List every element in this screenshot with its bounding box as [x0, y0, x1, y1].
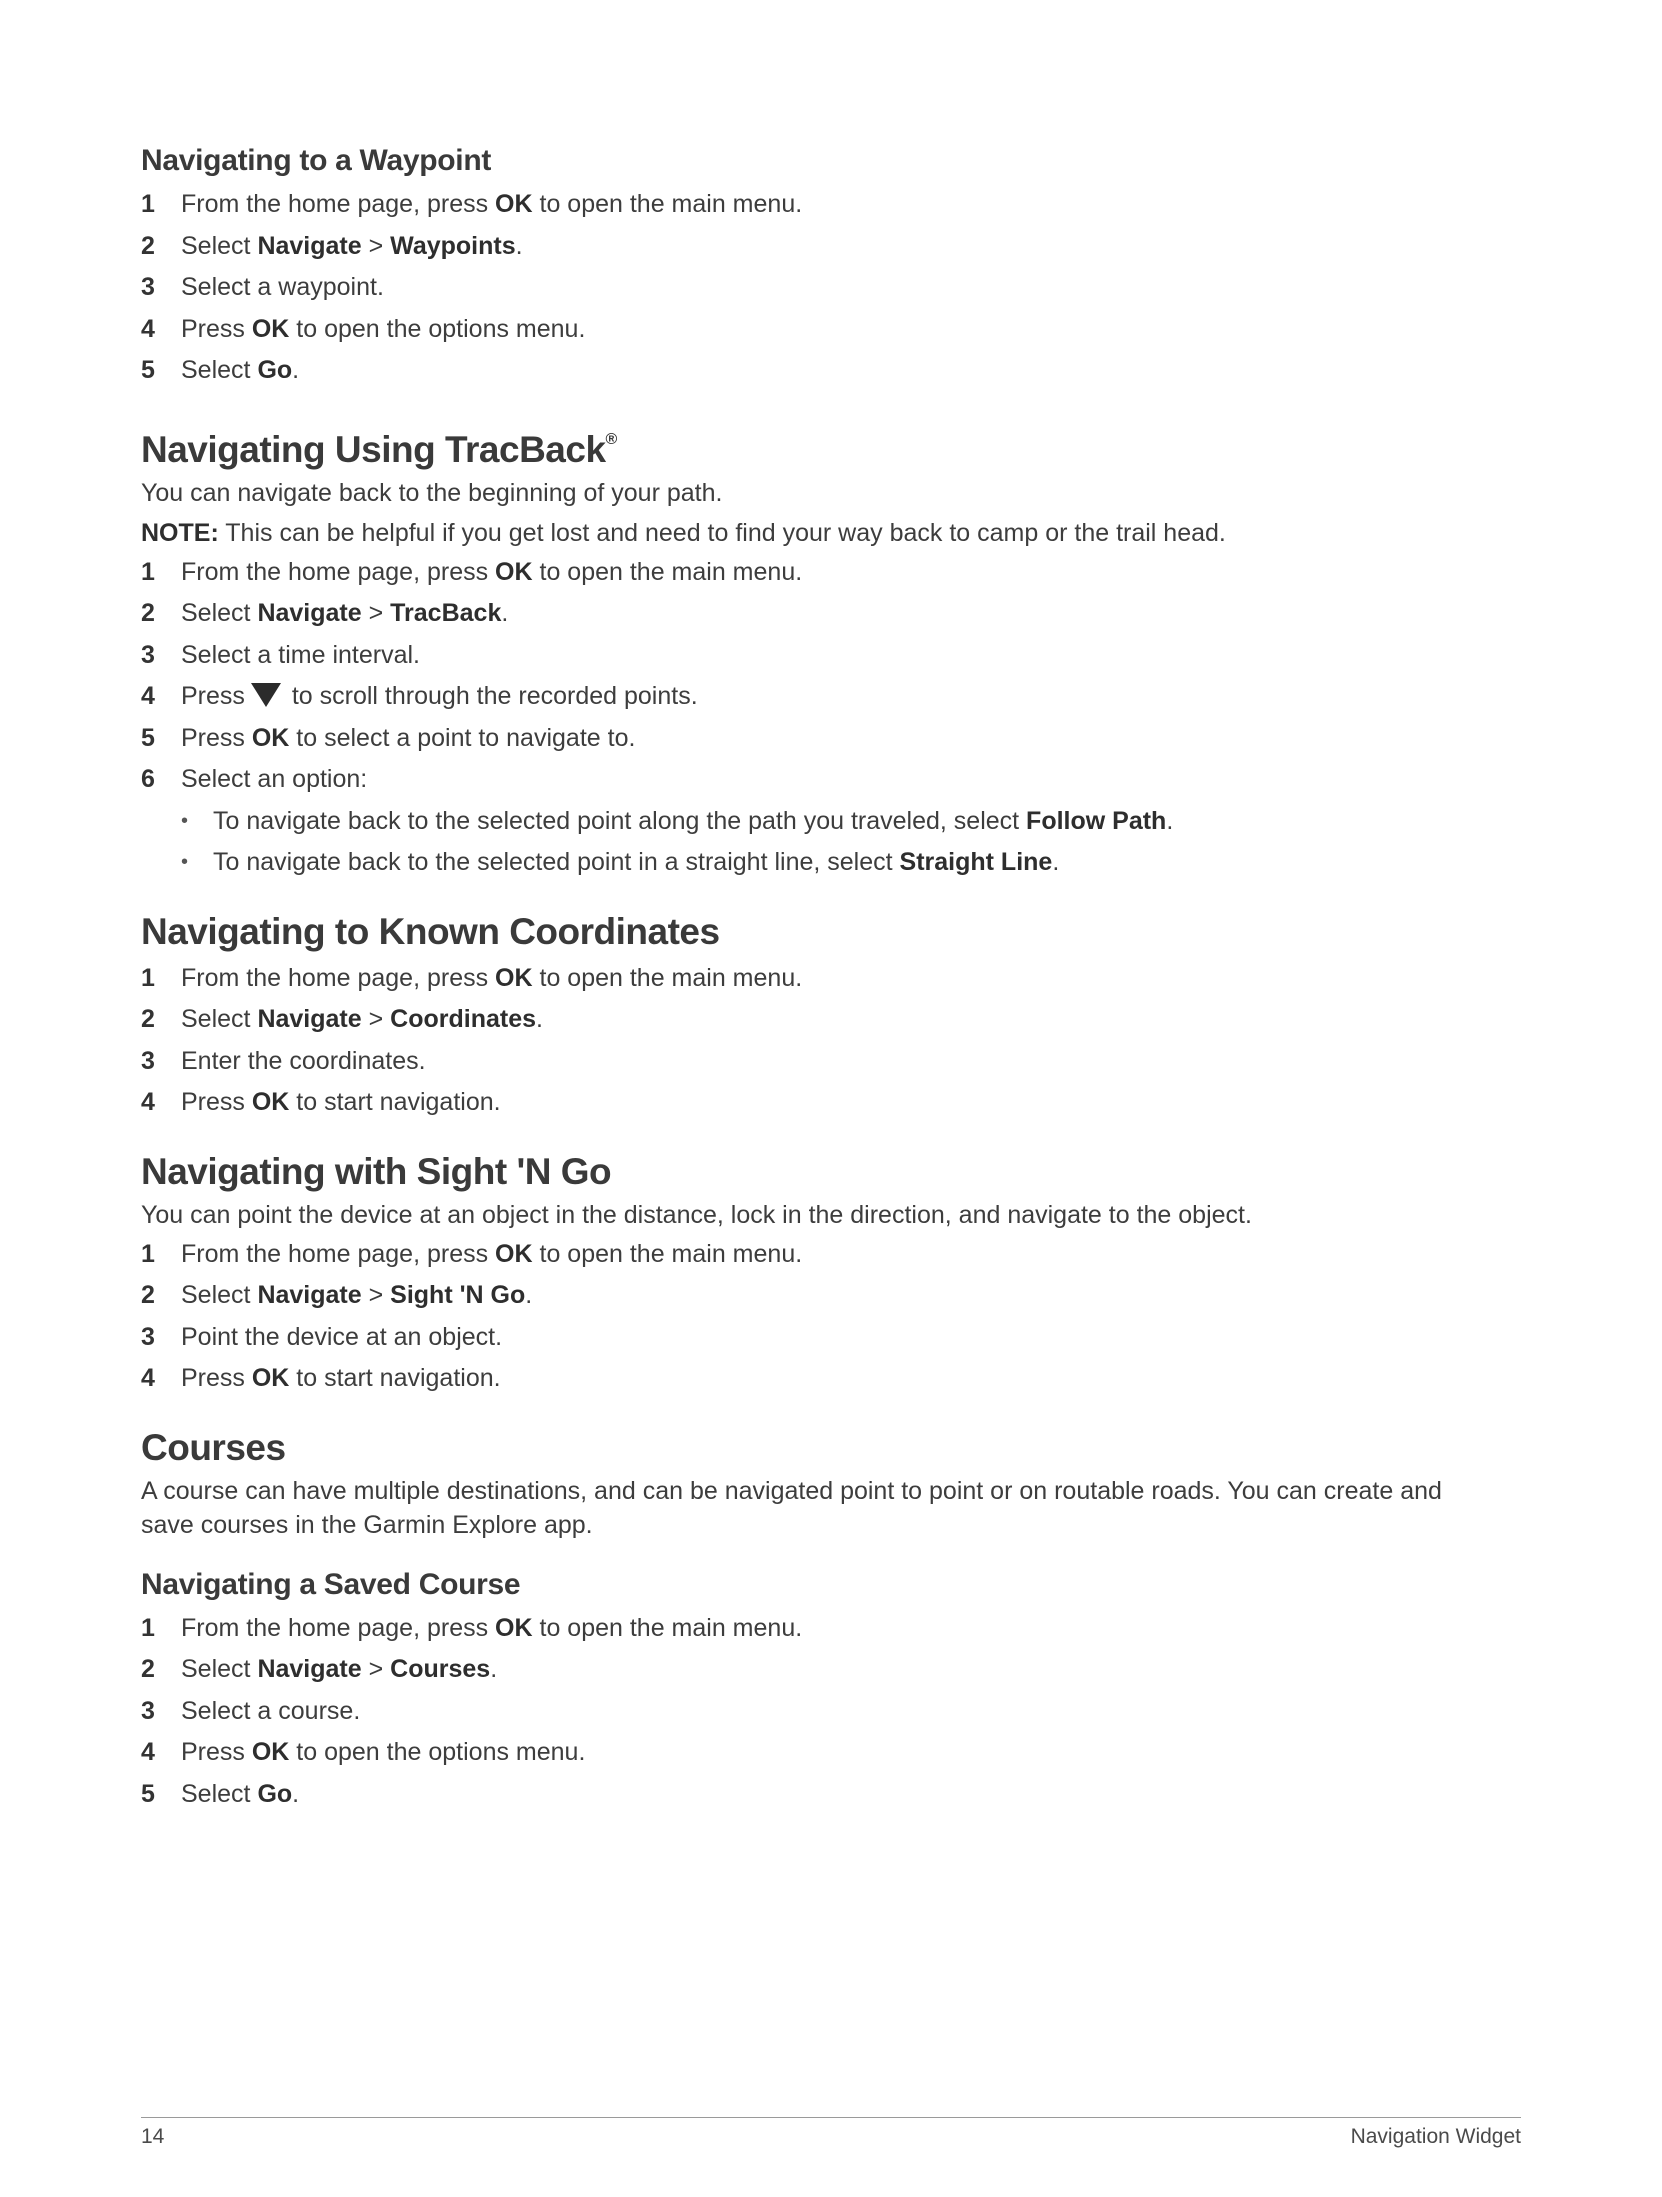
steps-list	[141, 184, 1521, 392]
note-label: NOTE:	[141, 518, 219, 547]
step-text: >	[361, 1281, 391, 1309]
step-text: to select a point to navigate to.	[289, 723, 636, 752]
menu-term: Waypoints	[390, 231, 516, 260]
step-text: Press	[181, 1364, 252, 1392]
menu-term: Navigate	[257, 1281, 362, 1309]
footer-divider	[141, 2117, 1521, 2118]
step-number: 3	[141, 1322, 155, 1351]
menu-term: Go	[257, 1779, 293, 1808]
step-number: 2	[141, 1281, 155, 1309]
step-number: 2	[141, 1005, 155, 1033]
step-text: From the home page, press	[181, 1239, 496, 1268]
option-term: Follow Path	[1026, 806, 1167, 835]
section-coordinates	[141, 906, 1521, 1124]
menu-term: OK	[495, 190, 533, 218]
step-item	[141, 1732, 1521, 1774]
step-text: to open the main menu.	[532, 1239, 803, 1268]
step-text: Select	[181, 1281, 258, 1309]
section-heading: Navigating with Sight 'N Go	[141, 1150, 612, 1192]
step-number: 2	[141, 231, 155, 260]
step-item	[141, 1275, 1521, 1317]
option-term: Straight Line	[899, 848, 1053, 876]
footer-section-name: Navigation Widget	[1350, 2125, 1521, 2148]
step-text: to open the options menu.	[289, 314, 586, 343]
step-number: 1	[141, 557, 155, 586]
step-item	[141, 184, 1521, 226]
menu-term: OK	[251, 1364, 290, 1392]
step-number: 5	[141, 723, 155, 752]
step-item	[141, 676, 1521, 718]
step-number: 6	[141, 765, 155, 793]
step-item	[141, 1041, 1521, 1083]
menu-term: Navigate	[257, 231, 362, 260]
step-text: to open the main menu.	[532, 1613, 803, 1642]
menu-term: Navigate	[257, 599, 362, 627]
step-text: Press	[181, 682, 245, 710]
menu-term: OK	[495, 963, 533, 992]
step-text: >	[361, 231, 391, 260]
option-text: .	[1052, 848, 1060, 876]
section-courses	[141, 1422, 1521, 1542]
step-item	[141, 759, 1521, 801]
menu-term: OK	[495, 1613, 533, 1642]
step-text: to scroll through the recorded points.	[284, 682, 698, 710]
step-item	[141, 1691, 1521, 1733]
step-text: Point the device at an object.	[181, 1322, 503, 1351]
menu-term: Coordinates	[390, 1005, 537, 1033]
menu-term: Navigate	[257, 1655, 362, 1683]
option-item	[141, 842, 1521, 884]
step-text: to open the main menu.	[532, 557, 803, 586]
step-text: to open the main menu.	[532, 190, 803, 218]
step-item	[141, 267, 1521, 309]
registered-mark: ®	[605, 430, 617, 448]
menu-term: OK	[495, 557, 533, 586]
step-number: 1	[141, 190, 155, 218]
step-text: .	[292, 1779, 300, 1808]
step-number: 3	[141, 1046, 155, 1075]
section-heading	[141, 414, 1521, 476]
step-text: to start navigation.	[289, 1088, 501, 1116]
step-item	[141, 226, 1521, 268]
down-triangle-icon	[251, 683, 281, 707]
menu-term: Go	[257, 356, 293, 384]
step-text: Enter the coordinates.	[181, 1046, 426, 1075]
section-heading: Courses	[141, 1426, 286, 1468]
step-text: Press	[181, 1738, 252, 1766]
step-item	[141, 958, 1521, 1000]
step-text: Select a waypoint.	[181, 273, 384, 301]
heading-text: Navigating Using TracBack	[141, 428, 606, 470]
option-text: To navigate back to the selected point along the path you traveled, select	[213, 806, 1027, 835]
step-item	[141, 1234, 1521, 1276]
step-text: to start navigation.	[289, 1364, 501, 1392]
step-text: .	[525, 1281, 533, 1309]
menu-term: OK	[251, 1738, 290, 1766]
menu-term: Sight 'N Go	[390, 1281, 526, 1309]
page-number: 14	[141, 2125, 165, 2148]
menu-term: OK	[251, 314, 290, 343]
step-text: Press	[181, 723, 252, 752]
step-number: 3	[141, 273, 155, 301]
step-item	[141, 1082, 1521, 1124]
step-text: .	[536, 1005, 543, 1033]
step-text: From the home page, press	[181, 557, 496, 586]
section-waypoint	[141, 138, 1521, 392]
step-item	[141, 999, 1521, 1041]
step-text: .	[501, 599, 509, 627]
step-text: >	[361, 1005, 391, 1033]
step-text: Select	[181, 599, 258, 627]
step-item	[141, 1358, 1521, 1400]
step-item	[141, 1774, 1521, 1816]
step-number: 5	[141, 1779, 155, 1808]
step-number: 2	[141, 1655, 155, 1683]
intro-text: You can navigate back to the beginning of your path.	[141, 478, 723, 507]
intro-text: A course can have multiple destinations, and can be navigated point to point or on routable roads. You can create and save courses in the Garmin Explore app.	[141, 1476, 1442, 1539]
step-text: Select a time interval.	[181, 640, 420, 669]
step-text: Press	[181, 314, 252, 343]
options-list	[141, 801, 1521, 884]
step-item	[141, 1649, 1521, 1691]
option-item	[141, 801, 1521, 843]
step-number: 4	[141, 1364, 155, 1392]
step-text: Select	[181, 356, 258, 384]
step-number: 1	[141, 1239, 155, 1268]
step-text: Select	[181, 1005, 258, 1033]
step-item	[141, 635, 1521, 677]
step-text: Select a course.	[181, 1696, 361, 1725]
step-text: From the home page, press	[181, 963, 496, 992]
intro-text: You can point the device at an object in the distance, lock in the direction, and navigate to the object.	[141, 1200, 1252, 1229]
step-number: 4	[141, 1088, 155, 1116]
section-saved-course	[141, 1562, 1521, 1816]
section-sight-n-go	[141, 1146, 1521, 1400]
step-text: to open the options menu.	[289, 1738, 586, 1766]
step-number: 4	[141, 1738, 155, 1766]
step-item	[141, 718, 1521, 760]
step-number: 3	[141, 1696, 155, 1725]
section-heading: Navigating a Saved Course	[141, 1567, 521, 1601]
menu-term: OK	[251, 723, 290, 752]
note-text	[141, 516, 1521, 550]
note-body: This can be helpful if you get lost and need to find your way back to camp or the trail head.	[218, 518, 1226, 547]
option-text: .	[1166, 806, 1174, 835]
step-item	[141, 1608, 1521, 1650]
step-text: From the home page, press	[181, 1613, 496, 1642]
section-heading: Navigating to Known Coordinates	[141, 910, 720, 952]
step-number: 1	[141, 963, 155, 992]
section-tracback	[141, 414, 1521, 884]
step-text: .	[515, 231, 523, 260]
menu-term: OK	[251, 1088, 290, 1116]
step-text: >	[361, 1655, 391, 1683]
step-text: >	[361, 599, 391, 627]
step-text: to open the main menu.	[532, 963, 803, 992]
step-number: 5	[141, 356, 155, 384]
step-number: 4	[141, 314, 155, 343]
step-text: Select	[181, 231, 258, 260]
step-text: .	[292, 356, 300, 384]
bullet: •	[181, 809, 189, 832]
section-heading: Navigating to a Waypoint	[141, 144, 492, 177]
steps-list	[141, 552, 1521, 801]
option-text: To navigate back to the selected point in a straight line, select	[213, 848, 900, 876]
steps-list	[141, 958, 1521, 1124]
step-item	[141, 309, 1521, 351]
menu-term: Courses	[390, 1655, 491, 1683]
step-text: Press	[181, 1088, 252, 1116]
menu-term: Navigate	[257, 1005, 362, 1033]
steps-list	[141, 1234, 1521, 1400]
steps-list	[141, 1608, 1521, 1816]
step-number: 3	[141, 640, 155, 669]
step-text: Select	[181, 1655, 258, 1683]
step-item	[141, 1317, 1521, 1359]
step-text: Select	[181, 1779, 258, 1808]
step-item	[141, 552, 1521, 594]
step-text: .	[490, 1655, 498, 1683]
page-content	[141, 138, 1521, 1837]
step-text: Select an option:	[181, 765, 368, 793]
step-number: 1	[141, 1613, 155, 1642]
menu-term: OK	[495, 1239, 533, 1268]
step-item	[141, 350, 1521, 392]
step-item	[141, 593, 1521, 635]
step-number: 4	[141, 682, 155, 710]
bullet: •	[181, 851, 189, 873]
step-number: 2	[141, 599, 155, 627]
menu-term: TracBack	[390, 599, 502, 627]
step-text: From the home page, press	[181, 190, 496, 218]
